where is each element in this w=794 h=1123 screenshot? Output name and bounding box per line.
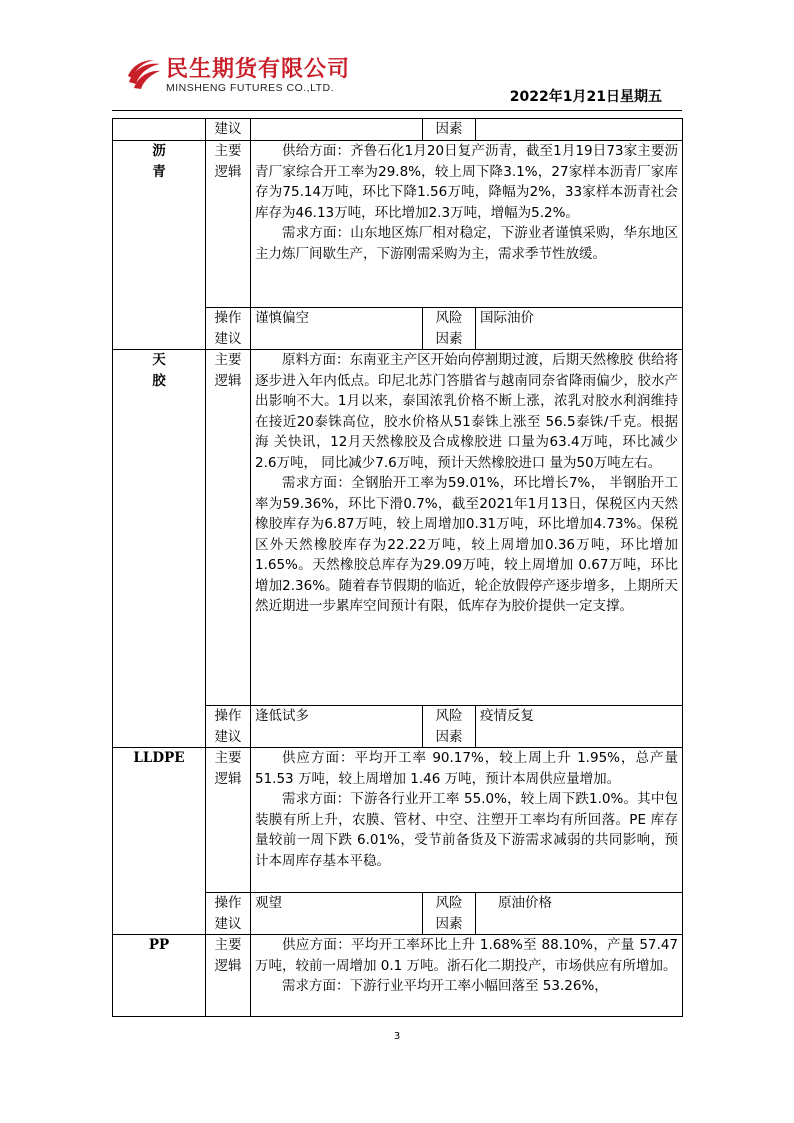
paragraph-supply: 供应方面：平均开工率环比上升 1.68%至 88.10%，产量 57.47 万吨，较前一周增加 0.1 万吨。浙石化二期投产，市场供应有所增加。 <box>255 937 678 974</box>
logic-text-lldpe <box>251 748 683 893</box>
logic-label: 主要逻辑 <box>206 141 251 308</box>
paragraph-supply: 供给方面：齐鲁石化1月20日复产沥青，截至1月19日73家主要沥青厂家综合开工率为29.8%，较上周下降3.1%，27家样本沥青厂家库存为75.14万吨，环比下降1.56万吨，降幅为2%，33家样本沥青社会库存为46.13万吨，环比增加2.3万吨，增幅为5.2%。 <box>255 143 678 221</box>
op-value-empty <box>251 119 423 141</box>
company-name-en: MINSHENG FUTURES CO.,LTD. <box>166 82 335 94</box>
logic-text-pp <box>251 935 683 1017</box>
company-logo <box>126 54 366 102</box>
report-date: 2022年1月21日星期五 <box>509 89 662 105</box>
risk-value-asphalt: 国际油价 <box>476 308 683 350</box>
minsheng-logo-icon <box>126 56 162 92</box>
commodity-table <box>112 118 683 1017</box>
logic-text-rubber <box>251 350 683 706</box>
paragraph-demand: 需求方面：全钢胎开工率为59.01%，环比增长7%， 半钢胎开工率为59.36%，环比下滑0.7%，截至2021年1月13日，保税区内天然橡胶库存为6.87万吨，较上周增加0.31万吨，环比增加4.73%。保税区外天然橡胶库存为22.22万吨，较上周增加0.36万吨，环比增加1.65%。天然橡胶总库存为29.09万吨，较上周增加 0.67万吨，环比增加2.36%。随着春节假期的临近，轮企放假停产逐步增多，上期所天然近期进一步累库空间预计有限，低库存为胶价提供一定支撑。 <box>255 475 678 614</box>
table-row-asphalt-logic <box>113 141 683 308</box>
paragraph-supply: 原料方面：东南亚主产区开始向停割期过渡，后期天然橡胶 供给将逐步进入年内低点。印尼北苏门答腊省与越南同奈省降雨偏少，胶水产出影响不大。1月以来，泰国浓乳价格不断上涨，浓乳对胶水利润维持在接近20泰铢高位，胶水价格从51泰铢上涨至 56.5泰铢/千克。根据海 关快讯，12月天然橡胶及合成橡胶进 口量为63.4万吨，环比减少2.6万吨， 同比减少7.6万吨，预计天然橡胶进口 量为50万吨左右。 <box>255 352 678 471</box>
risk-label-tail: 因素 <box>423 119 476 141</box>
op-label-tail: 建议 <box>206 119 251 141</box>
risk-label: 风险因素 <box>423 308 476 350</box>
paragraph-demand: 需求方面：山东地区炼厂相对稳定，下游业者谨慎采购，华东地区主力炼厂间歇生产，下游刚需采购为主，需求季节性放缓。 <box>255 225 678 262</box>
risk-label: 风险因素 <box>423 706 476 748</box>
paragraph-demand: 需求方面：下游各行业开工率 55.0%，较上周下跌1.0%。其中包装膜有所上升，农膜、管材、中空、注塑开工率均有所回落。PE 库存量较前一周下跌 6.01%，受节前备货及下游需求减弱的共同影响，预计本周库存基本平稳。 <box>255 791 678 869</box>
logic-text-asphalt <box>251 141 683 308</box>
table-row-pp-logic <box>113 935 683 1017</box>
risk-value-lldpe: 原油价格 <box>476 893 683 935</box>
product-name-asphalt: 沥青 <box>113 141 206 350</box>
logic-label: 主要逻辑 <box>206 935 251 1017</box>
product-name-lldpe: LLDPE <box>113 748 206 935</box>
header-rule <box>112 110 682 111</box>
table-row-lldpe-logic <box>113 748 683 893</box>
op-value-rubber: 逢低试多 <box>251 706 423 748</box>
page-number: 3 <box>393 1031 401 1042</box>
op-label: 操作建议 <box>206 893 251 935</box>
op-label: 操作建议 <box>206 706 251 748</box>
company-name-cn: 民生期货有限公司 <box>166 57 351 82</box>
risk-value-empty <box>476 119 683 141</box>
paragraph-demand: 需求方面：下游行业平均开工率小幅回落至 53.26%， <box>282 978 608 994</box>
page-header <box>0 0 794 118</box>
op-value-lldpe: 观望 <box>251 893 423 935</box>
risk-label: 风险因素 <box>423 893 476 935</box>
product-cell-empty <box>113 119 206 141</box>
paragraph-supply: 供应方面：平均开工率 90.17%，较上周上升 1.95%，总产量 51.53 万吨，较上周增加 1.46 万吨，预计本周供应量增加。 <box>255 750 678 787</box>
product-name-pp: PP <box>113 935 206 1017</box>
logic-label: 主要逻辑 <box>206 350 251 706</box>
table-row-continuation <box>113 119 683 141</box>
risk-value-rubber: 疫情反复 <box>476 706 683 748</box>
table-row-rubber-logic <box>113 350 683 706</box>
product-name-rubber: 天胶 <box>113 350 206 748</box>
op-value-asphalt: 谨慎偏空 <box>251 308 423 350</box>
op-label: 操作建议 <box>206 308 251 350</box>
logic-label: 主要逻辑 <box>206 748 251 893</box>
